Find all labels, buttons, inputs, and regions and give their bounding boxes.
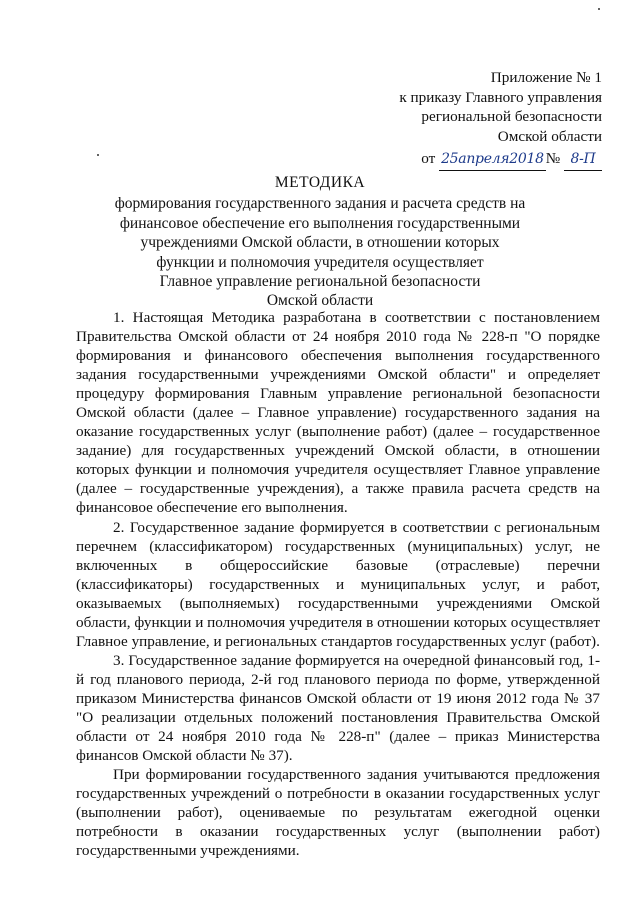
annex-line-2: к приказу Главного управления — [399, 88, 602, 106]
number-sign: № — [545, 150, 561, 168]
title-line: Главное управление региональной безопасности — [159, 273, 481, 291]
order-date-number — [399, 149, 602, 171]
annex-line-3: региональной безопасности — [421, 108, 602, 126]
paragraph-1: 1. Настоящая Методика разработана в соответствии с постановлением Правительства Омской области от 24 ноября 2010 года № 228-п "О порядке формирования и финансового обеспечения выполнения государственного задания государственными учреждениями Омской области" и определяет процедуру формирования Главным управление региональной безопасности Омской области (далее – Главное управление) государственного задания на оказание государственных услуг (выполнение работ) (далее – государственное задание) для государственных учреждений Омской области, в отношении которых функции и полномочия учредителя осуществляет Главное управление (далее – государственные учреждения), а также правила расчета средств на финансовое обеспечение его выполнения. — [76, 309, 600, 517]
document-title — [0, 173, 640, 311]
paragraph-3: 3. Государственное задание формируется на очередной финансовый год, 1-й год планового периода, 2-й год планового периода по форме, утвержденной приказом Министерства финансов Омской области от 19 июня 2012 года № 37 "О реализации отдельных положений постановления Правительства Омской области от 24 ноября 2010 года № 228-п" (далее – приказ Министерства финансов Омской области № 37). — [76, 651, 600, 765]
paragraph-4: При формировании государственного задания учитываются предложения государственных учреждений о потребности в оказании государственных услуг (выполнении работ), оцениваемые по результатам ежегодной оценки потребности в оказании государственных услуг (выполнении работ) государственными учреждениями. — [76, 766, 600, 860]
title-line: функции и полномочия учредителя осуществляет — [156, 253, 484, 271]
title-line: Омской области — [266, 292, 374, 310]
scan-speck — [97, 154, 99, 156]
paragraph-2: 2. Государственное задание формируется в соответствии с региональным перечнем (классификатором) государственных (муниципальных) услуг, не включенных в общероссийские базовые (отраслевые) перечни (классификаторы) государственных и муниципальных услуг, и работ, оказываемых (выполняемых) государственными учреждениями Омской области, функции и полномочия учредителя в отношении которых осуществляет Главное управление, и региональных стандартов государственных услуг (работ). — [76, 518, 600, 650]
annex-line-1: Приложение № 1 — [490, 69, 602, 86]
title-line: финансовое обеспечение его выполнения государственными — [119, 214, 521, 232]
annex-line-4: Омской области — [497, 127, 602, 145]
title-heading: МЕТОДИКА — [274, 174, 366, 191]
annex-block — [399, 68, 602, 171]
handwritten-date: 25апреля2018 — [439, 150, 546, 171]
scan-speck — [598, 8, 600, 10]
document-body — [76, 308, 600, 860]
title-line: учреждениями Омской области, в отношении которых — [140, 234, 500, 252]
date-prefix: от — [421, 150, 436, 168]
title-line: формирования государственного задания и расчета средств на — [114, 195, 526, 213]
handwritten-number: 8-П — [564, 150, 602, 171]
